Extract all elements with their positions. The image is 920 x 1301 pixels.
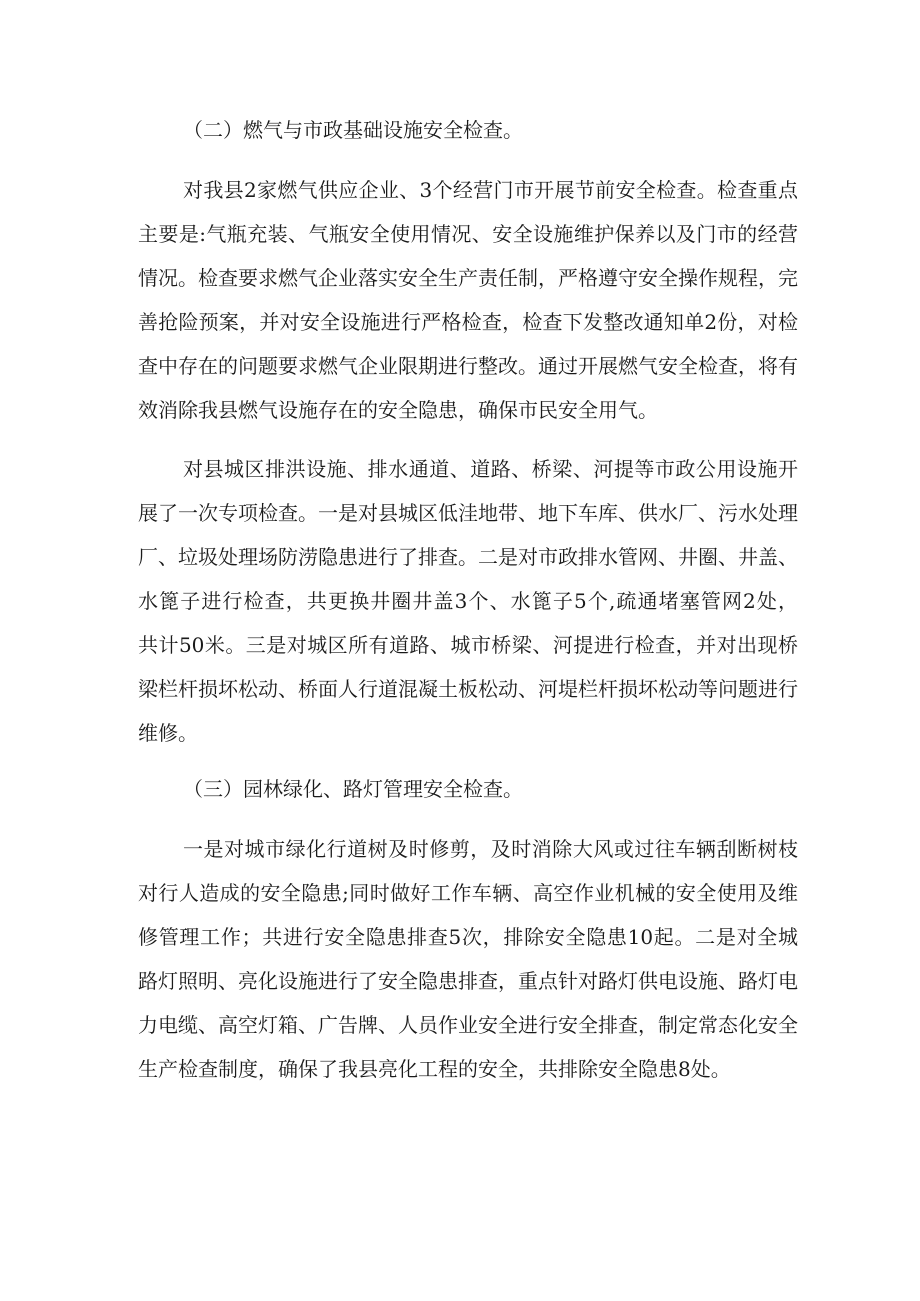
paragraph-line: 主要是:气瓶充装、气瓶安全使用情况、安全设施维护保养以及门市的经营 <box>138 222 798 246</box>
paragraph-line: 修管理工作；共进行安全隐患排查5次，排除安全隐患10起。二是对全城 <box>138 925 798 949</box>
paragraph-line: 水篦子进行检查，共更换井圈井盖3个、水篦子5个,疏通堵塞管网2处， <box>138 589 798 613</box>
paragraph-line: 厂、垃圾处理场防涝隐患进行了排查。二是对市政排水管网、井圈、井盖、 <box>138 545 798 569</box>
paragraph-line: 情况。检查要求燃气企业落实安全生产责任制，严格遵守安全操作规程，完 <box>138 266 798 290</box>
paragraph-line: 查中存在的问题要求燃气企业限期进行整改。通过开展燃气安全检查，将有 <box>138 354 798 378</box>
paragraph-line: 对县城区排洪设施、排水通道、道路、桥梁、河提等市政公用设施开 <box>183 457 798 481</box>
paragraph-line: 效消除我县燃气设施存在的安全隐患，确保市民安全用气。 <box>138 398 658 422</box>
section-heading-landscaping-streetlights: （三）园林绿化、路灯管理安全检查。 <box>183 777 523 801</box>
paragraph-line: 梁栏杆损坏松动、桥面人行道混凝土板松动、河堤栏杆损坏松动等问题进行 <box>138 677 798 701</box>
paragraph-line: 力电缆、高空灯箱、广告牌、人员作业安全进行安全排查，制定常态化安全 <box>138 1013 798 1037</box>
paragraph-line: 维修。 <box>138 721 198 745</box>
paragraph-line: 展了一次专项检查。一是对县城区低洼地带、地下车库、供水厂、污水处理 <box>138 501 798 525</box>
paragraph-line: 一是对城市绿化行道树及时修剪，及时消除大风或过往车辆刮断树枝 <box>183 837 798 861</box>
paragraph-line: 生产检查制度，确保了我县亮化工程的安全，共排除安全隐患8处。 <box>138 1057 731 1081</box>
paragraph-line: 路灯照明、亮化设施进行了安全隐患排查，重点针对路灯供电设施、路灯电 <box>138 969 798 993</box>
paragraph-line: 善抢险预案，并对安全设施进行严格检查，检查下发整改通知单2份，对检 <box>138 310 798 334</box>
paragraph-line: 共计50米。三是对城区所有道路、城市桥梁、河提进行检查，并对出现桥 <box>138 633 798 657</box>
paragraph-line: 对我县2家燃气供应企业、3个经营门市开展节前安全检查。检查重点 <box>183 178 798 202</box>
section-heading-gas-municipal: （二）燃气与市政基础设施安全检查。 <box>183 118 523 142</box>
paragraph-line: 对行人造成的安全隐患;同时做好工作车辆、高空作业机械的安全使用及维 <box>138 881 798 905</box>
